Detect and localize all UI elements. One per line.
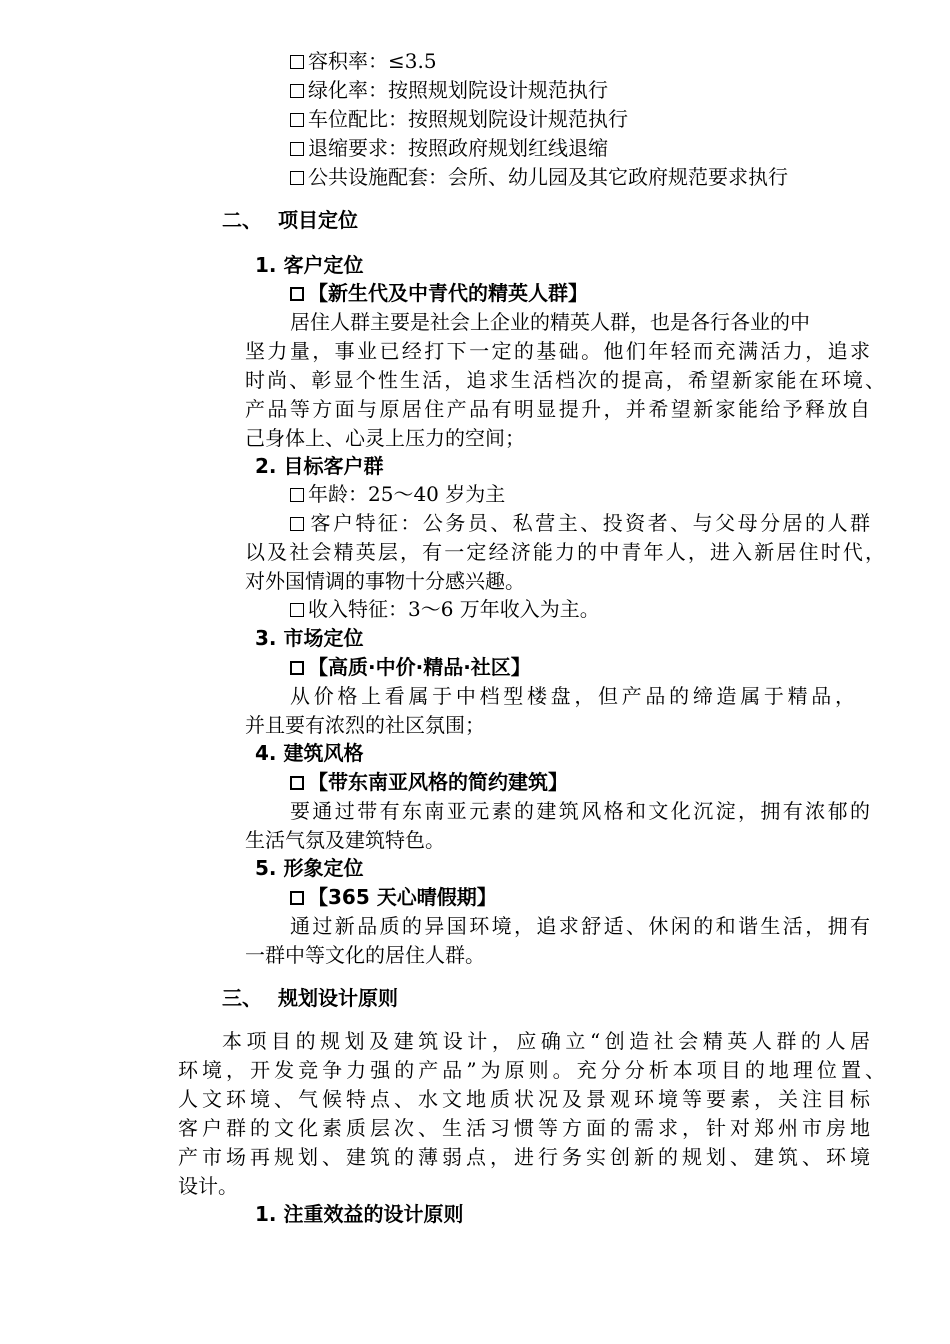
paragraph-line: 居住人群主要是社会上企业的精英人群，也是各行各业的中 xyxy=(290,310,810,334)
paragraph-line: 产品等方面与原居住产品有明显提升，并希望新家能给予释放自 xyxy=(245,397,870,421)
checkbox-icon xyxy=(290,84,304,98)
checkbox-icon xyxy=(290,488,304,502)
section-title: 规划设计原则 xyxy=(278,986,398,1010)
paragraph-line: 人文环境、气候特点、水文地质状况及景观环境等要素，关注目标 xyxy=(178,1087,870,1111)
section-heading: 三、 xyxy=(222,986,262,1010)
tag-line: 【带东南亚风格的简约建筑】 xyxy=(290,768,568,796)
section-title: 项目定位 xyxy=(278,208,358,232)
checkbox-icon xyxy=(290,287,304,301)
checkbox-icon xyxy=(290,113,304,127)
spec-item: 车位配比：按照规划院设计规范执行 xyxy=(290,105,628,133)
subheading: 1. 客户定位 xyxy=(255,253,364,277)
list-item: 客户特征：公务员、私营主、投资者、与父母分居的人群 xyxy=(290,509,870,537)
paragraph-line: 坚力量，事业已经打下一定的基础。他们年轻而充满活力，追求 xyxy=(245,339,870,363)
paragraph-line: 己身体上、心灵上压力的空间； xyxy=(245,426,525,450)
subheading: 3. 市场定位 xyxy=(255,626,364,650)
paragraph-line: 时尚、彰显个性生活，追求生活档次的提高，希望新家能在环境、 xyxy=(245,368,885,392)
paragraph-line: 设计。 xyxy=(178,1174,238,1198)
checkbox-icon xyxy=(290,603,304,617)
paragraph-line: 生活气氛及建筑特色。 xyxy=(245,828,445,852)
list-item: 收入特征：3～6 万年收入为主。 xyxy=(290,595,600,623)
paragraph-line: 产市场再规划、建筑的薄弱点，进行务实创新的规划、建筑、环境 xyxy=(178,1145,870,1169)
paragraph-line: 以及社会精英层，有一定经济能力的中青年人，进入新居住时代， xyxy=(245,540,885,564)
checkbox-icon xyxy=(290,171,304,185)
subheading: 1. 注重效益的设计原则 xyxy=(255,1202,464,1226)
spec-item: 绿化率：按照规划院设计规范执行 xyxy=(290,76,608,104)
spec-item: 容积率：≤3.5 xyxy=(290,47,437,75)
paragraph-line: 环境，开发竞争力强的产品”为原则。充分分析本项目的地理位置、 xyxy=(178,1058,885,1082)
paragraph-line: 要通过带有东南亚元素的建筑风格和文化沉淀，拥有浓郁的 xyxy=(290,799,870,823)
section-heading: 二、 xyxy=(222,208,262,232)
tag-line: 【新生代及中青代的精英人群】 xyxy=(290,279,588,307)
checkbox-icon xyxy=(290,517,304,531)
tag-line: 【365 天心晴假期】 xyxy=(290,883,497,911)
paragraph-line: 对外国情调的事物十分感兴趣。 xyxy=(245,569,525,593)
paragraph-line: 客户群的文化素质层次、生活习惯等方面的需求，针对郑州市房地 xyxy=(178,1116,870,1140)
subheading: 5. 形象定位 xyxy=(255,856,364,880)
paragraph-line: 一群中等文化的居住人群。 xyxy=(245,943,485,967)
paragraph-line: 本项目的规划及建筑设计，应确立“创造社会精英人群的人居 xyxy=(222,1029,870,1053)
list-item: 年龄：25～40 岁为主 xyxy=(290,480,505,508)
checkbox-icon xyxy=(290,661,304,675)
checkbox-icon xyxy=(290,891,304,905)
checkbox-icon xyxy=(290,55,304,69)
spec-item: 退缩要求：按照政府规划红线退缩 xyxy=(290,134,608,162)
spec-item: 公共设施配套：会所、幼儿园及其它政府规范要求执行 xyxy=(290,163,788,191)
tag-line: 【高质·中价·精品·社区】 xyxy=(290,653,531,681)
paragraph-line: 通过新品质的异国环境，追求舒适、休闲的和谐生活，拥有 xyxy=(290,914,870,938)
subheading: 2. 目标客户群 xyxy=(255,454,384,478)
checkbox-icon xyxy=(290,142,304,156)
paragraph-line: 从价格上看属于中档型楼盘，但产品的缔造属于精品， xyxy=(290,684,855,708)
subheading: 4. 建筑风格 xyxy=(255,741,364,765)
paragraph-line: 并且要有浓烈的社区氛围； xyxy=(245,713,485,737)
checkbox-icon xyxy=(290,776,304,790)
